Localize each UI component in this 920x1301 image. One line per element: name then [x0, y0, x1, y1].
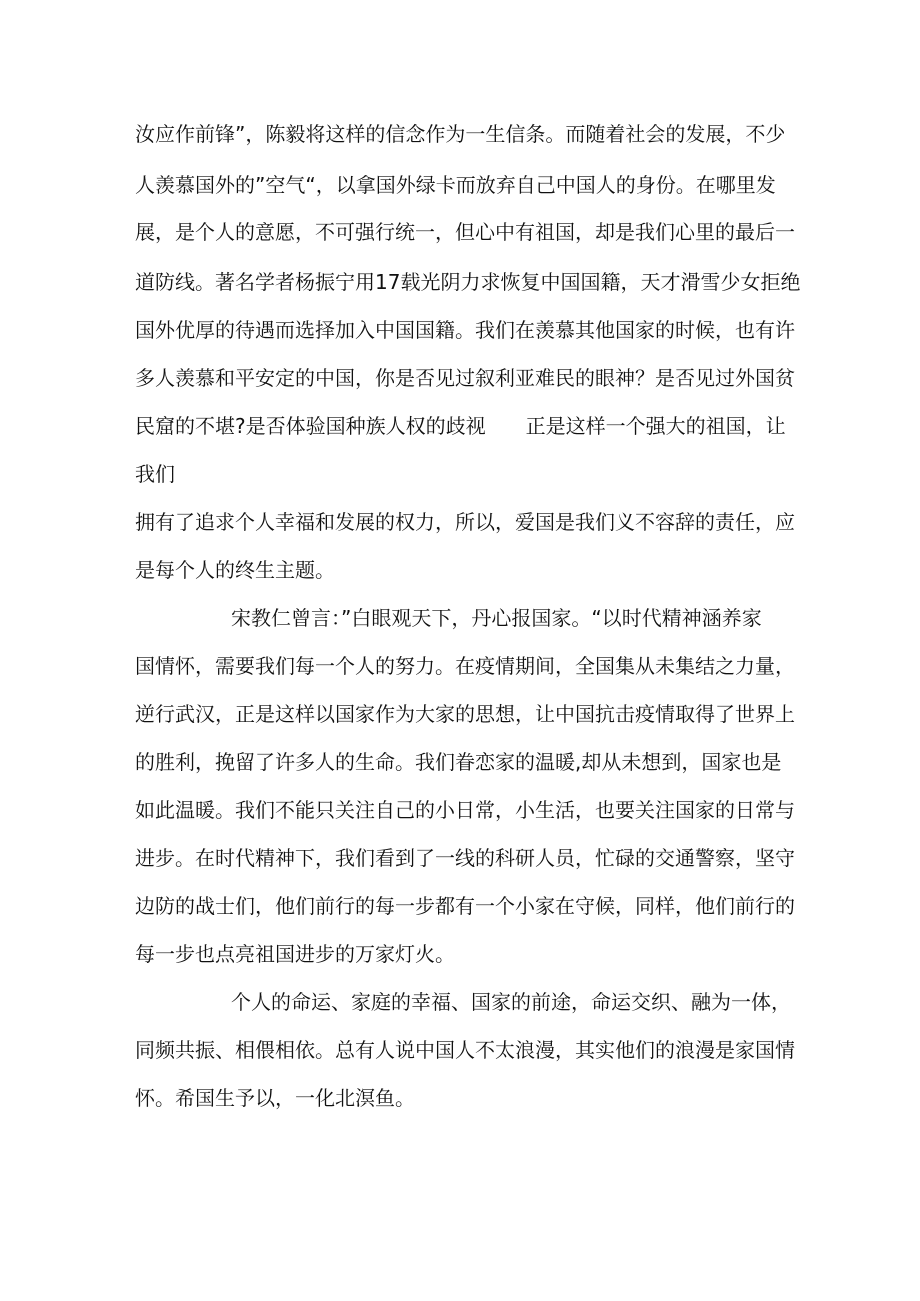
- text-line: 人羡慕国外的”空气“，以拿国外绿卡而放弃自己中国人的身份。在哪里发: [135, 173, 776, 197]
- text-line: 边防的战士们，他们前行的每一步都有一个小家在守候，同样，他们前行的: [135, 894, 795, 918]
- text-line: 汝应作前锋”，陈毅将这样的信念作为一生信条。而随着社会的发展，不少: [135, 122, 786, 146]
- text-line: 国外优厚的待遇而选择加入中国国籍。我们在羡慕其他国家的时候，也有许: [135, 318, 795, 342]
- text-line: 民窟的不堪?是否体验国种族人权的歧视 正是这样一个强大的祖国，让: [135, 414, 786, 438]
- text-line: 我们: [135, 462, 175, 486]
- text-line: 的胜利，挽留了许多人的生命。我们眷恋家的温暖,却从未想到，国家也是: [135, 750, 782, 774]
- text-line: 宋教仁曾言：”白眼观天下，丹心报国家。“以时代精神涵养家: [231, 606, 762, 630]
- text-line: 多人羡慕和平安定的中国，你是否见过叙利亚难民的眼神？是否见过外国贫: [135, 366, 795, 390]
- text-line: 是每个人的终生主题。: [135, 558, 335, 582]
- text-line: 国情怀，需要我们每一个人的努力。在疫情期间，全国集从未集结之力量，: [135, 654, 795, 678]
- text-line: 道防线。著名学者杨振宁用17载光阴力求恢复中国国籍，天才滑雪少女拒绝: [135, 270, 801, 294]
- text-line: 进步。在时代精神下，我们看到了一线的科研人员，忙碌的交通警察，坚守: [135, 846, 795, 870]
- text-line: 同频共振、相偎相依。总有人说中国人不太浪漫，其实他们的浪漫是家国情: [135, 1038, 795, 1062]
- text-line: 怀。希国生予以，一化北溟鱼。: [135, 1086, 415, 1110]
- text-line: 展，是个人的意愿，不可强行统一，但心中有祖国，却是我们心里的最后一: [135, 220, 795, 244]
- text-line: 每一步也点亮祖国进步的万家灯火。: [135, 942, 455, 966]
- text-line: 如此温暖。我们不能只关注自己的小日常，小生活，也要关注国家的日常与: [135, 798, 795, 822]
- text-line: 拥有了追求个人幸福和发展的权力，所以，爱国是我们义不容辞的责任，应: [135, 510, 795, 534]
- text-line: 逆行武汉，正是这样以国家作为大家的思想，让中国抗击疫情取得了世界上: [135, 702, 795, 726]
- text-line: 个人的命运、家庭的幸福、国家的前途，命运交织、融为一体，: [231, 990, 791, 1014]
